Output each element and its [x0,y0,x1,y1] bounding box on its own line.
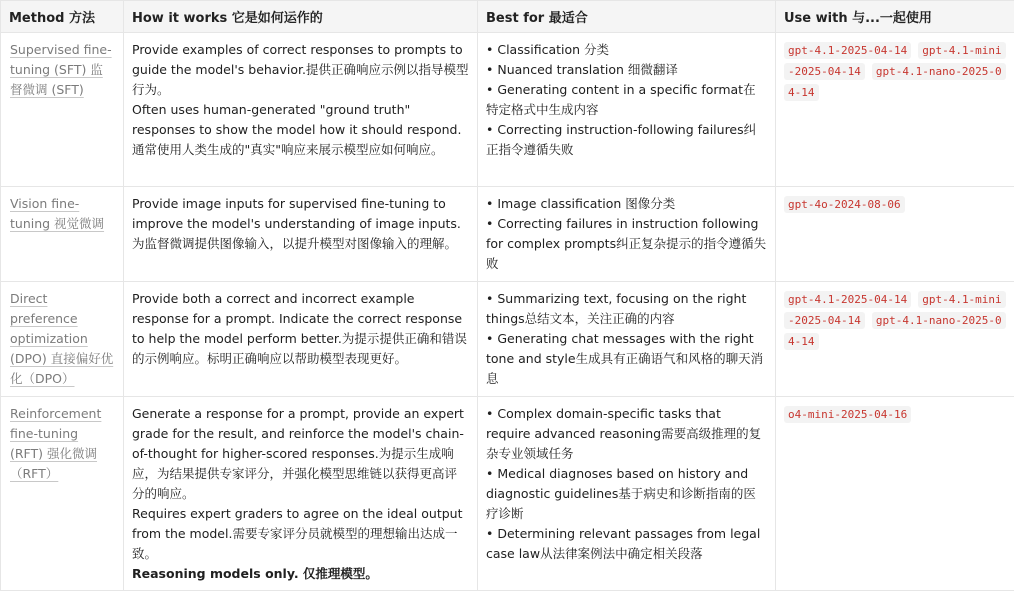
model-chip: o4-mini-2025-04-16 [784,406,911,423]
how-it-works-cell [124,282,478,397]
description-text: Often uses human-generated "ground truth" responses to show the model how it should respond.通常使用人类生成的"真实"响应来展示模型应如何响应。 [132,102,462,157]
list-item: • Generating content in a specific format在特定格式中生成内容 [486,82,756,117]
best-for-cell [478,33,776,187]
model-chip: gpt-4o-2024-08-06 [784,196,905,213]
table-header-row [1,1,1014,33]
method-link-dpo[interactable]: Direct preference optimization (DPO) 直接偏好优化（DPO） [10,291,114,386]
use-with-cell [776,282,1014,397]
column-header-how-it-works: How it works 它是如何运作的 [124,1,478,33]
description-text: Provide examples of correct responses to prompts to guide the model's behavior.提供正确响应示例以指导模型行为。 [132,42,469,97]
method-link-vision[interactable]: Vision fine-tuning 视觉微调 [10,196,105,231]
method-cell [1,282,124,397]
model-chip: gpt-4.1-2025-04-14 [784,42,911,59]
method-cell [1,187,124,282]
model-chip: gpt-4.1-nano-2025-04-14 [784,63,1006,101]
description-text: Provide both a correct and incorrect example response for a prompt. Indicate the correct response to help the model perform better.为提示提供正确和错误的示例响应。标明正确响应以帮助模型表现更好。 [132,291,467,366]
method-cell [1,33,124,187]
list-item: • Complex domain-specific tasks that require advanced reasoning需要高级推理的复杂专业领域任务 [486,406,762,461]
how-it-works-cell [124,33,478,187]
list-item: • Nuanced translation 细微翻译 [486,62,678,77]
reasoning-models-note: Reasoning models only. 仅推理模型。 [132,566,378,581]
table-row [1,282,1014,397]
best-for-list [486,404,767,564]
table-row [1,33,1014,187]
model-chip: gpt-4.1-nano-2025-04-14 [784,312,1006,350]
method-link-sft[interactable]: Supervised fine-tuning (SFT) 监督微调 (SFT) [10,42,112,97]
table-row [1,187,1014,282]
model-chip: gpt-4.1-mini-2025-04-14 [784,42,1006,80]
column-header-best-for: Best for 最适合 [478,1,776,33]
use-with-cell [776,397,1014,591]
best-for-cell [478,187,776,282]
best-for-cell [478,282,776,397]
list-item: • Generating chat messages with the right tone and style生成具有正确语气和风格的聊天消息 [486,331,764,386]
list-item: • Determining relevant passages from legal case law从法律案例法中确定相关段落 [486,526,761,561]
model-chip: gpt-4.1-mini-2025-04-14 [784,291,1006,329]
method-cell [1,397,124,591]
list-item: • Summarizing text, focusing on the right things总结文本，关注正确的内容 [486,291,747,326]
use-with-cell [776,187,1014,282]
table-row [1,397,1014,591]
method-link-rft[interactable]: Reinforcement fine-tuning (RFT) 强化微调（RFT） [10,406,102,481]
model-chip: gpt-4.1-2025-04-14 [784,291,911,308]
how-it-works-cell [124,187,478,282]
best-for-list [486,289,767,389]
description-text: Generate a response for a prompt, provide an expert grade for the result, and reinforce the model's chain-of-thought for higher-scored responses.为提示生成响应，为结果提供专家评分，并强化模型思维链以获得更高评分的响应。 [132,406,464,501]
list-item: • Medical diagnoses based on history and diagnostic guidelines基于病史和诊断指南的医疗诊断 [486,466,756,521]
list-item: • Image classification 图像分类 [486,196,676,211]
list-item: • Correcting failures in instruction following for complex prompts纠正复杂提示的指令遵循失败 [486,216,767,271]
use-with-cell [776,33,1014,187]
best-for-list [486,194,767,274]
list-item: • Correcting instruction-following failures纠正指令遵循失败 [486,122,757,157]
how-it-works-cell [124,397,478,591]
description-text: Provide image inputs for supervised fine-tuning to improve the model's understanding of image inputs.为监督微调提供图像输入，以提升模型对图像输入的理解。 [132,196,461,251]
list-item: • Classification 分类 [486,42,610,57]
description-text: Requires expert graders to agree on the ideal output from the model.需要专家评分员就模型的理想输出达成一致。 [132,506,463,561]
best-for-list [486,40,767,160]
column-header-method: Method 方法 [1,1,124,33]
best-for-cell [478,397,776,591]
column-header-use-with: Use with 与...一起使用 [776,1,1014,33]
